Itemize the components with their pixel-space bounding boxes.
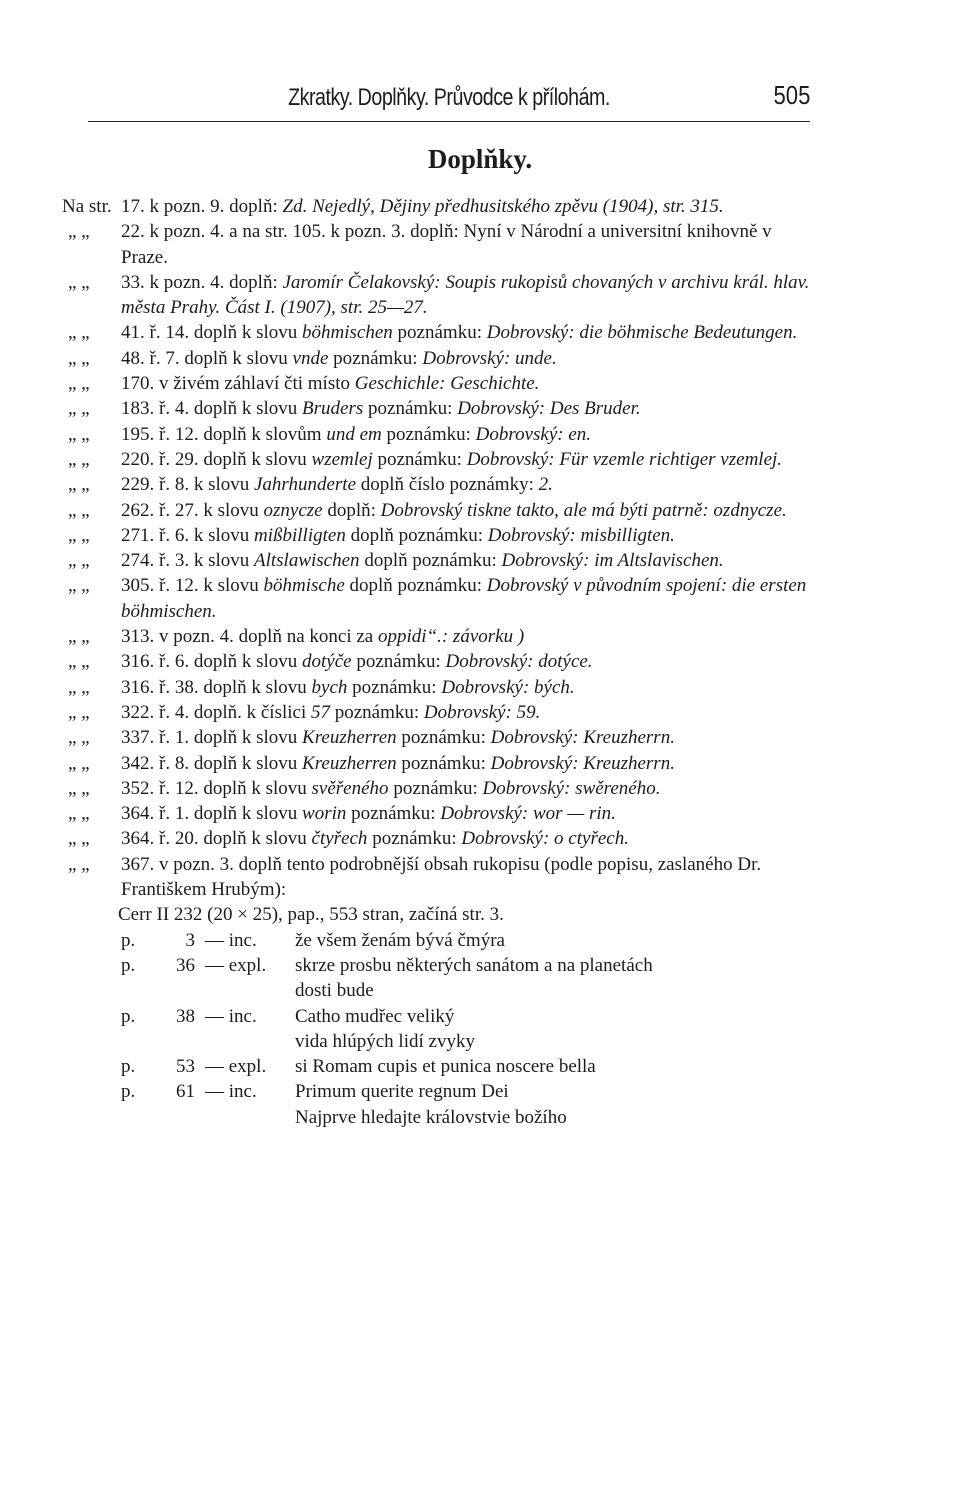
incipit-kind	[205, 1029, 295, 1054]
page-num	[165, 978, 205, 1003]
entry-lead: Na str.	[62, 196, 112, 217]
addendum-entry	[0, 700, 810, 725]
page-abbrev: p.	[121, 1081, 136, 1103]
entry-text: 364. ř. 20. doplň k slovu čtyřech poznámku: Dobrovský: o ctyřech.	[121, 828, 629, 850]
addendum-entry	[0, 472, 810, 497]
entry-lead: „ „	[68, 575, 90, 597]
entry-lead: „ „	[68, 853, 90, 875]
incipit-kind: — inc.	[205, 929, 257, 951]
entry-text: 305. ř. 12. k slovu böhmische doplň poznámku: Dobrovský v původním spojení: die ersten böhmischen.	[121, 575, 807, 622]
entry-lead: „ „	[68, 322, 90, 344]
incipit-kind: — expl.	[205, 1056, 267, 1078]
addendum-entry	[0, 523, 810, 548]
addendum-entry	[0, 801, 810, 826]
entry-lead: „ „	[68, 828, 90, 850]
addendum-entry	[0, 219, 810, 270]
addendum-entry	[0, 826, 810, 851]
addendum-entry	[0, 396, 810, 421]
incipit-text: skrze prosbu některých sanátom a na planetách	[295, 954, 653, 976]
addendum-entry	[0, 675, 810, 700]
page-abbrev	[121, 1105, 165, 1130]
addendum-entry	[0, 194, 810, 219]
page-num	[165, 1105, 205, 1130]
entry-text: 316. ř. 38. doplň k slovu bych poznámku: Dobrovský: bých.	[121, 676, 575, 698]
addendum-entry	[0, 852, 810, 903]
addendum-entry	[0, 751, 810, 776]
incipit-text: Catho mudřec veliký	[295, 1005, 455, 1027]
addendum-entry	[0, 320, 810, 345]
entry-text: 322. ř. 4. doplň. k číslici 57 poznámku: Dobrovský: 59.	[121, 701, 541, 723]
entry-lead: „ „	[68, 651, 90, 673]
running-head	[88, 78, 810, 118]
entry-text: 316. ř. 6. doplň k slovu dotýče poznámku: Dobrovský: dotýce.	[121, 651, 593, 673]
entry-text: 337. ř. 1. doplň k slovu Kreuzherren poznámku: Dobrovský: Kreuzherrn.	[121, 727, 675, 749]
addendum-entry	[0, 776, 810, 801]
page-abbrev	[121, 978, 165, 1003]
section-title: Doplňky.	[427, 144, 533, 174]
addendum-entry	[0, 725, 810, 750]
entry-lead: „ „	[68, 474, 90, 496]
entry-text: 229. ř. 8. k slovu Jahrhunderte doplň číslo poznámky: 2.	[121, 474, 553, 496]
entry-lead: „ „	[68, 423, 90, 445]
manuscript-row	[121, 1105, 855, 1130]
addendum-entry	[0, 624, 810, 649]
page-abbrev: p.	[121, 1056, 136, 1078]
entry-text: 195. ř. 12. doplň k slovům und em poznámku: Dobrovský: en.	[121, 423, 592, 445]
incipit-text: Najprve hledajte královstvie božího	[295, 1106, 567, 1128]
entry-text: 367. v pozn. 3. doplň tento podrobnější obsah rukopisu (podle popisu, zaslaného Dr. Františkem Hrubým):	[121, 853, 762, 901]
addendum-entry	[0, 422, 810, 447]
addendum-entry	[0, 346, 810, 371]
incipit-text: dosti bude	[295, 980, 374, 1002]
incipit-text: si Romam cupis et punica noscere bella	[295, 1056, 596, 1078]
manuscript-incipits-table	[121, 928, 855, 1130]
page-number: 505	[773, 80, 810, 110]
addendum-entry	[0, 573, 810, 624]
entry-text: 48. ř. 7. doplň k slovu vnde poznámku: Dobrovský: unde.	[121, 347, 557, 369]
entry-text: 183. ř. 4. doplň k slovu Bruders poznámku: Dobrovský: Des Bruder.	[121, 398, 641, 420]
page-abbrev	[121, 1029, 165, 1054]
incipit-kind: — expl.	[205, 954, 267, 976]
manuscript-row	[121, 928, 855, 953]
addendum-entry	[0, 371, 810, 396]
entry-lead: „ „	[68, 752, 90, 774]
manuscript-row	[121, 1029, 855, 1054]
header-rule	[88, 121, 810, 122]
entry-lead: „ „	[68, 221, 90, 243]
addendum-entry	[0, 447, 810, 472]
page-abbrev: p.	[121, 1005, 136, 1027]
incipit-kind	[205, 1105, 295, 1130]
manuscript-row	[121, 1004, 855, 1029]
manuscript-heading: Cerr II 232 (20 × 25), pap., 553 stran, začíná str. 3.	[118, 904, 504, 926]
entry-text: 352. ř. 12. doplň k slovu svěřeného poznámku: Dobrovský: swěreného.	[121, 777, 661, 799]
entry-lead: „ „	[68, 727, 90, 749]
page-num: 61	[176, 1081, 195, 1103]
entry-lead: „ „	[68, 701, 90, 723]
incipit-text: Primum querite regnum Dei	[295, 1081, 509, 1103]
entry-text: 33. k pozn. 4. doplň: Jaromír Čelakovský: Soupis rukopisů chovaných v archivu král. hlav. města Prahy. Část I. (1907), str. 25—27.	[121, 271, 810, 319]
incipit-text: že všem ženám bývá čmýra	[295, 929, 505, 951]
page-num: 38	[176, 1005, 195, 1027]
entry-lead: „ „	[68, 777, 90, 799]
addendum-entry	[0, 649, 810, 674]
entry-text: 364. ř. 1. doplň k slovu worin poznámku: Dobrovský: wor — rin.	[121, 803, 616, 825]
entry-text: 22. k pozn. 4. a na str. 105. k pozn. 3. doplň: Nyní v Národní a universitní knihovně v Praze.	[121, 221, 772, 268]
addenda-list	[0, 194, 960, 1130]
manuscript-row	[121, 953, 855, 978]
entry-text: 41. ř. 14. doplň k slovu böhmischen poznámku: Dobrovský: die böhmische Bedeutungen.	[121, 322, 798, 344]
entry-lead: „ „	[68, 626, 90, 648]
entry-lead: „ „	[68, 373, 90, 395]
entry-lead: „ „	[68, 271, 90, 293]
entry-text: 170. v živém záhlaví čti místo Geschichle: Geschichte.	[121, 373, 540, 395]
addendum-entry	[0, 548, 810, 573]
entry-text: 17. k pozn. 9. doplň: Zd. Nejedlý, Dějiny předhusitského zpěvu (1904), str. 315.	[121, 196, 724, 217]
incipit-text: vida hlúpých lidí zvyky	[295, 1030, 475, 1052]
manuscript-row	[121, 1079, 855, 1104]
entry-lead: „ „	[68, 550, 90, 572]
manuscript-row	[121, 978, 855, 1003]
addendum-entry	[0, 498, 810, 523]
entry-text: 342. ř. 8. doplň k slovu Kreuzherren poznámku: Dobrovský: Kreuzherrn.	[121, 752, 675, 774]
page-abbrev: p.	[121, 929, 136, 951]
page-num: 3	[185, 929, 195, 951]
entry-lead: „ „	[68, 524, 90, 546]
addendum-entry	[0, 270, 810, 321]
entry-lead: „ „	[68, 347, 90, 369]
manuscript-row	[121, 1054, 855, 1079]
running-head-title: Zkratky. Doplňky. Průvodce k přílohám.	[288, 84, 610, 111]
page-num: 36	[176, 954, 195, 976]
entry-text: 220. ř. 29. doplň k slovu wzemlej poznámku: Dobrovský: Für vzemle richtiger vzemlej.	[121, 448, 783, 470]
page-abbrev: p.	[121, 954, 136, 976]
incipit-kind: — inc.	[205, 1005, 257, 1027]
entry-lead: „ „	[68, 803, 90, 825]
entry-lead: „ „	[68, 676, 90, 698]
entry-text: 274. ř. 3. k slovu Altslawischen doplň poznámku: Dobrovský: im Altslavischen.	[121, 550, 724, 572]
incipit-kind	[205, 978, 295, 1003]
entry-text: 271. ř. 6. k slovu mißbilligten doplň poznámku: Dobrovský: misbilligten.	[121, 524, 675, 546]
entry-lead: „ „	[68, 398, 90, 420]
page-num: 53	[176, 1056, 195, 1078]
entry-lead: „ „	[68, 448, 90, 470]
page-num	[165, 1029, 205, 1054]
entry-text: 262. ř. 27. k slovu oznycze doplň: Dobrovský tiskne takto, ale má býti patrně: ozdnycze.	[121, 499, 787, 521]
incipit-kind: — inc.	[205, 1081, 257, 1103]
entry-text: 313. v pozn. 4. doplň na konci za oppidi“.: závorku )	[121, 626, 525, 648]
entry-lead: „ „	[68, 499, 90, 521]
